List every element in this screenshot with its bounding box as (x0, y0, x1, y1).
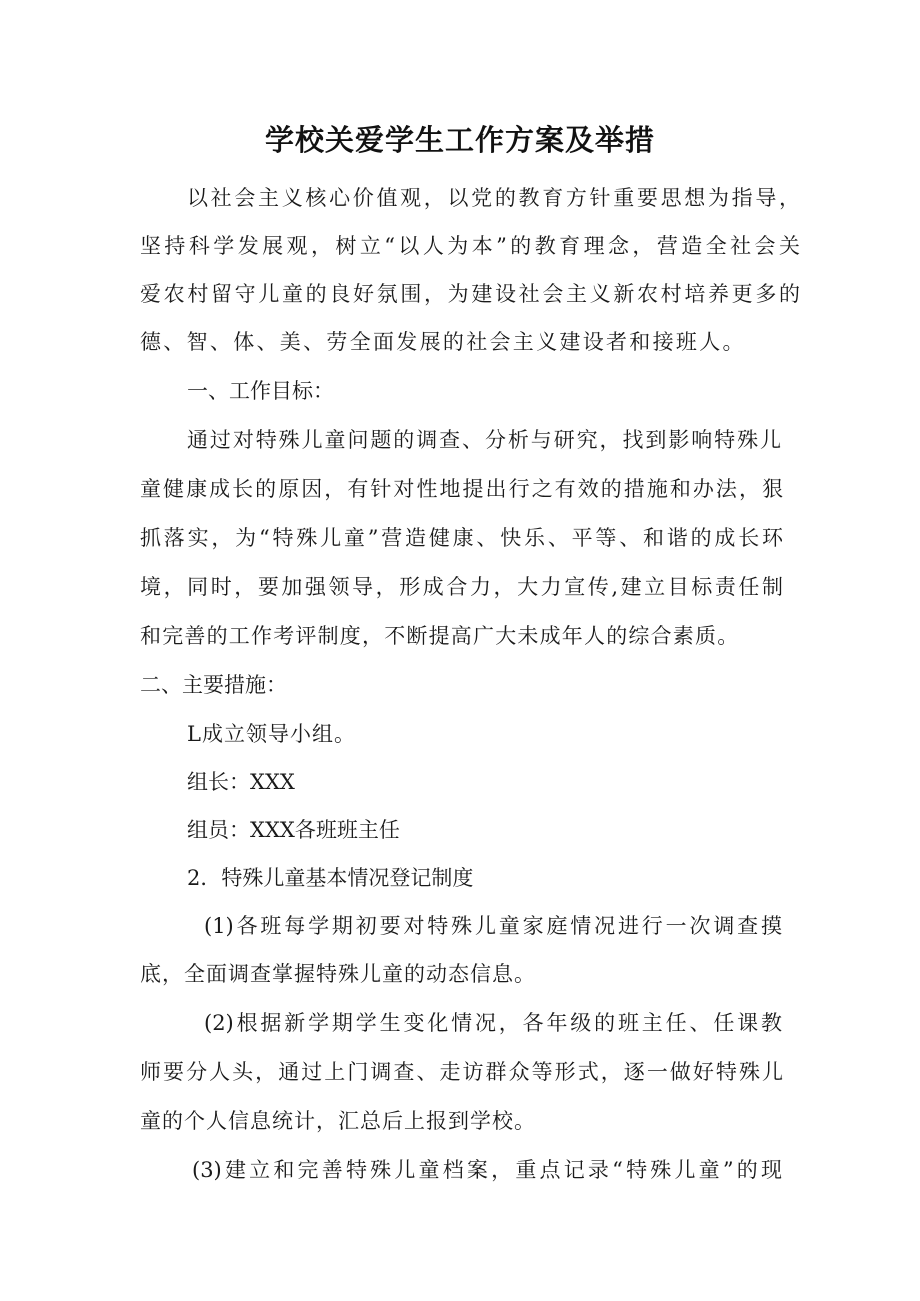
paragraph-line: 爱农村留守儿童的良好氛围，为建设社会主义新农村培养更多的 (140, 282, 800, 306)
paragraph-line: 坚持科学发展观，树立“以人为本”的教育理念，营造全社会关 (140, 234, 800, 258)
section-heading-measures: 二、主要措施： (140, 673, 287, 697)
paragraph-line: (1)各班每学期初要对特殊儿童家庭情况进行一次调查摸 (204, 914, 782, 938)
paragraph-line: 童健康成长的原因，有针对性地提出行之有效的措施和办法，狠 (140, 477, 783, 501)
paragraph-line: 德、智、体、美、劳全面发展的社会主义建设者和接班人。 (140, 330, 746, 354)
list-item: 2．特殊儿童基本情况登记制度 (187, 866, 474, 890)
paragraph-line: (2)根据新学期学生变化情况，各年级的班主任、任课教 (204, 1011, 782, 1035)
paragraph-line: 境，同时，要加强领导，形成合力，大力宣传,建立目标责任制 (140, 575, 783, 599)
paragraph-line: 童的个人信息统计，汇总后上报到学校。 (140, 1109, 536, 1133)
section-heading-goals: 一、工作目标： (187, 379, 334, 403)
paragraph-line: 抓落实，为“特殊儿童”营造健康、快乐、平等、和谐的成长环 (140, 526, 783, 550)
paragraph-line: 师要分人头，通过上门调查、走访群众等形式，逐一做好特殊儿 (140, 1060, 783, 1084)
list-item: 组长：XXX (187, 770, 295, 794)
document-title: 学校关爱学生工作方案及举措 (264, 123, 655, 157)
paragraph-line: 和完善的工作考评制度，不断提高广大未成年人的综合素质。 (140, 624, 740, 648)
list-item: 组员：XXX各班班主任 (187, 818, 400, 842)
paragraph-line: 底，全面调查掌握特殊儿童的动态信息。 (140, 962, 536, 986)
list-item: L成立领导小组。 (187, 722, 356, 746)
paragraph-line: 通过对特殊儿童问题的调查、分析与研究，找到影响特殊儿 (187, 428, 781, 452)
paragraph-line: (3)建立和完善特殊儿童档案，重点记录“特殊儿童”的现 (192, 1158, 782, 1182)
paragraph-line: 以社会主义核心价值观，以党的教育方针重要思想为指导， (187, 186, 800, 210)
